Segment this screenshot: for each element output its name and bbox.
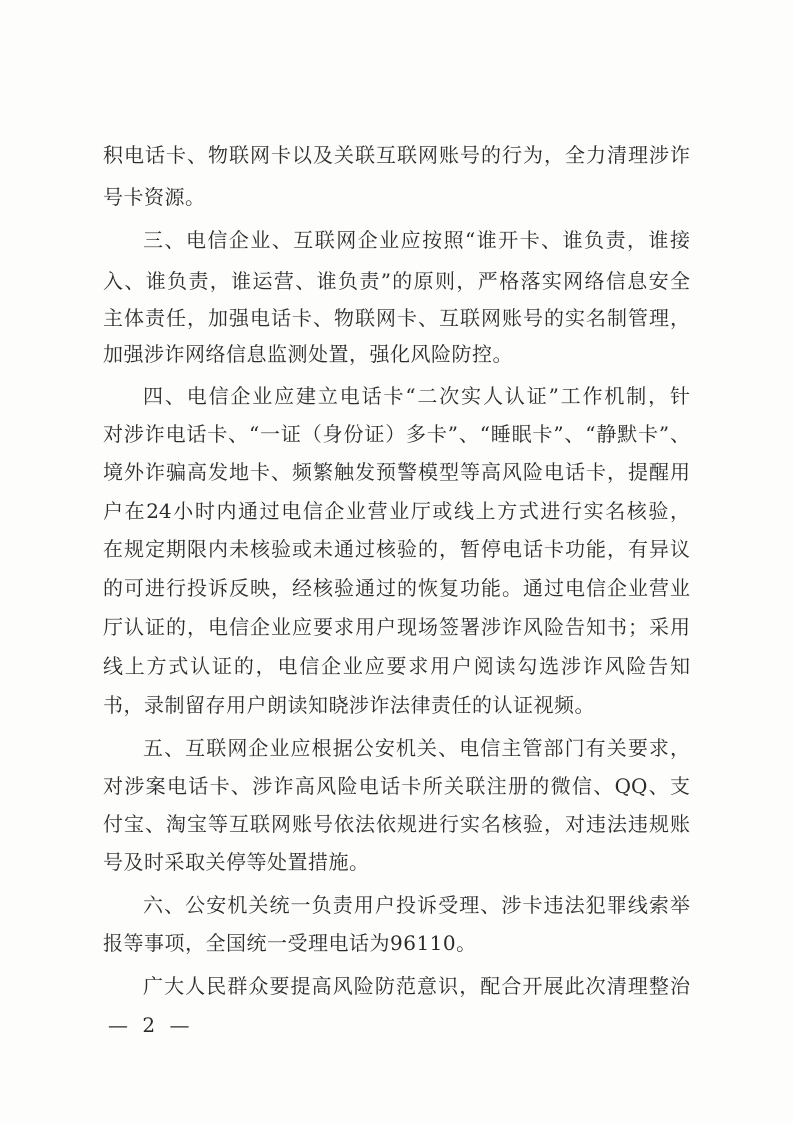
paragraph-5-line: 五、互联网企业应根据公安机关、电信主管部门有关要求， (143, 736, 690, 760)
paragraph-3-line: 入、谁负责，谁运营、谁负责”的原则，严格落实网络信息安全 (103, 269, 690, 293)
paragraph-6-line: 报等事项，全国统一受理电话为96110。 (103, 931, 477, 955)
paragraph-5-line: 号及时采取关停等处置措施。 (103, 850, 370, 874)
paragraph-4-line: 线上方式认证的，电信企业应要求用户阅读勾选涉诈风险告知 (103, 654, 690, 678)
paragraph-4-line: 四、电信企业应建立电话卡“二次实人认证”工作机制，针 (143, 384, 690, 408)
paragraph-continuation-line: 积电话卡、物联网卡以及关联互联网账号的行为，全力清理涉诈 (103, 143, 690, 167)
paragraph-4-line: 的可进行投诉反映，经核验通过的恢复功能。通过电信企业营业 (103, 576, 690, 600)
paragraph-continuation-line: 号卡资源。 (103, 185, 206, 209)
closing-paragraph-line: 广大人民群众要提高风险防范意识，配合开展此次清理整治 (143, 974, 690, 998)
paragraph-4-line: 对涉诈电话卡、“一证（身份证）多卡”、“睡眠卡”、“静默卡”、 (103, 422, 690, 446)
paragraph-4-line: 在规定期限内未核验或未通过核验的，暂停电话卡功能，有异议 (103, 537, 690, 561)
paragraph-4-line: 户在24小时内通过电信企业营业厅或线上方式进行实名核验， (103, 499, 690, 523)
paragraph-4-line: 境外诈骗高发地卡、频繁触发预警模型等高风险电话卡，提醒用 (103, 460, 690, 484)
paragraph-3-line: 主体责任，加强电话卡、物联网卡、互联网账号的实名制管理， (103, 306, 690, 330)
paragraph-3-line: 三、电信企业、互联网企业应按照“谁开卡、谁负责，谁接 (143, 228, 690, 252)
paragraph-6-line: 六、公安机关统一负责用户投诉受理、涉卡违法犯罪线索举 (143, 893, 690, 917)
paragraph-5-line: 付宝、淘宝等互联网账号依法依规进行实名核验，对违法违规账 (103, 812, 690, 836)
page-number: — 2 — (108, 1013, 194, 1037)
paragraph-3-line: 加强涉诈网络信息监测处置，强化风险防控。 (103, 342, 513, 366)
paragraph-5-line: 对涉案电话卡、涉诈高风险电话卡所关联注册的微信、QQ、支 (103, 774, 690, 798)
paragraph-4-line: 书，录制留存用户朗读知晓涉诈法律责任的认证视频。 (103, 693, 595, 717)
paragraph-4-line: 厅认证的，电信企业应要求用户现场签署涉诈风险告知书；采用 (103, 615, 690, 639)
